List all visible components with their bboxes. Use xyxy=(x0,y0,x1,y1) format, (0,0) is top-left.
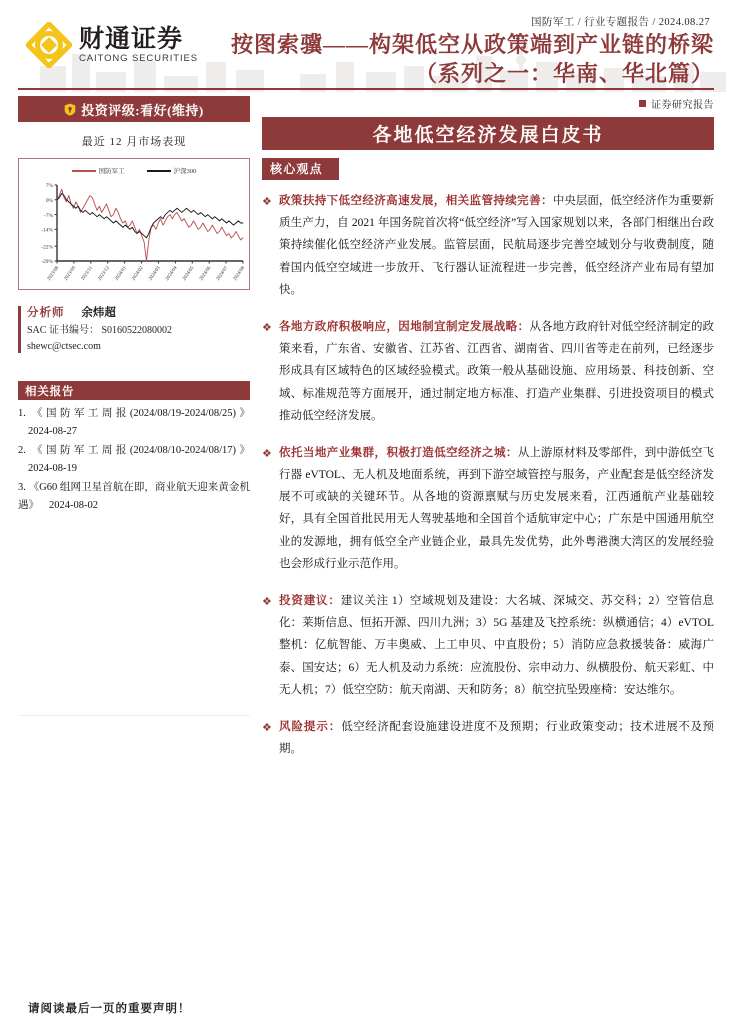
legend-label-1: 沪深300 xyxy=(173,168,197,175)
list-item[interactable] xyxy=(18,405,250,441)
svg-text:-22%: -22% xyxy=(41,244,53,251)
core-viewpoint-header: 核心观点 xyxy=(262,158,339,180)
bullet-lead: 风险提示： xyxy=(279,720,342,733)
header-divider xyxy=(18,88,714,90)
bullet-body: 中央层面，低空经济作为重要新质生产力，自 2021 年国务院首次将“低空经济”写入国家规划以来，各部门相继出台政策持续催化低空经济产业发展。监管层面，民航局逐步完善空域划分与收费制度，随着国内低空空域进一步放开、飞行器认证流程进一步完善，低空经济产业布局有望加快。 xyxy=(279,195,714,296)
related-report-title: 3. 《G60 组网卫星首航在即，商业航天迎来黄金机遇》 xyxy=(18,482,250,512)
bullet-lead: 投资建议： xyxy=(279,595,341,607)
diamond-bullet-icon: ❖ xyxy=(262,596,272,608)
legend-swatch-1 xyxy=(147,170,171,172)
bullet-body: 从上游原材料及零部件，到中游低空飞行器 eVTOL、无人机及地面系统，再到下游空域管控与服务，产业配套是低空经济发展不可或缺的关键环节。从各地的资源禀赋与历史发展来看，江西通航产业基础较好，具有全国首批民用无人驾驶基地和全国首个适航审定中心；广东是中国通用航空业的发源地，拥有低空全产业链企业，最具先发优势，此外粤港澳大湾区的发展经验也会形成行业示范作用。 xyxy=(279,446,715,570)
bullet-item-investment-advice xyxy=(262,590,714,701)
diamond-bullet-icon: ❖ xyxy=(262,196,272,208)
bullet-item-risk-warning xyxy=(262,716,714,760)
svg-text:2024/03: 2024/03 xyxy=(148,265,162,282)
shield-icon xyxy=(64,103,76,116)
related-report-date: 2024-08-27 xyxy=(28,426,77,438)
svg-text:-29%: -29% xyxy=(41,259,53,266)
list-item[interactable] xyxy=(18,442,250,478)
investment-rating-badge xyxy=(18,96,250,122)
svg-text:-7%: -7% xyxy=(44,212,53,219)
related-report-title: 1. 《国防军工周报(2024/08/19-2024/08/25)》 xyxy=(18,408,250,419)
analyst-name-row xyxy=(27,304,250,323)
list-item[interactable] xyxy=(18,479,250,515)
market-performance-label: 最近 12 月市场表现 xyxy=(81,136,187,148)
svg-text:-14%: -14% xyxy=(41,227,53,234)
sidebar-faint-divider xyxy=(18,715,250,716)
diamond-bullet-icon: ❖ xyxy=(262,447,272,460)
svg-text:2024/04: 2024/04 xyxy=(165,265,179,282)
bullet-item xyxy=(262,190,714,301)
svg-text:2024/05: 2024/05 xyxy=(182,265,196,282)
bullet-body: 低空经济配套设施建设进度不及预期；行业政策变动；技术进展不及预期。 xyxy=(279,720,715,756)
main-content xyxy=(262,96,714,775)
logo-text-cn: 财通证券 xyxy=(79,24,184,54)
svg-text:2023/11: 2023/11 xyxy=(80,265,94,282)
svg-text:2024/01: 2024/01 xyxy=(114,265,128,282)
analyst-email[interactable]: shewc@ctsec.com xyxy=(27,340,101,352)
diamond-bullet-icon: ❖ xyxy=(262,321,272,334)
chart-legend xyxy=(19,159,249,175)
svg-text:0%: 0% xyxy=(45,197,53,204)
svg-text:2024/08: 2024/08 xyxy=(232,265,247,282)
research-report-tag xyxy=(262,96,714,111)
logo-text-en: CAITONG SECURITIES xyxy=(79,53,198,65)
related-report-date: 2024-08-19 xyxy=(28,463,77,475)
svg-text:2024/07: 2024/07 xyxy=(215,265,230,282)
related-report-date: 2024-08-02 xyxy=(49,500,98,512)
brand-logo xyxy=(26,22,198,68)
svg-text:2024/06: 2024/06 xyxy=(199,265,213,282)
svg-text:2023/09: 2023/09 xyxy=(63,265,78,282)
header-meta: 国防军工 / 行业专题报告 / 2024.08.27 xyxy=(531,17,710,28)
legend-item-0 xyxy=(72,166,125,175)
svg-text:2023/12: 2023/12 xyxy=(97,265,111,282)
rating-text: 投资评级:看好(维持) xyxy=(81,102,204,118)
diamond-bullet-icon: ❖ xyxy=(262,721,272,734)
headline-line-2: （系列之一：华南、华北篇） xyxy=(414,61,714,87)
bullet-lead: 依托当地产业集群，积极打造低空经济之城： xyxy=(279,446,518,459)
bullet-lead: 各地方政府积极响应，因地制宜制定发展战略： xyxy=(279,320,530,333)
svg-text:7%: 7% xyxy=(45,183,53,190)
bullet-item xyxy=(262,316,714,427)
headline-line-1: 按图索骥——构架低空从政策端到产业链的桥梁 xyxy=(230,32,714,57)
svg-text:2023/08: 2023/08 xyxy=(46,265,61,282)
related-reports-list xyxy=(18,405,250,515)
page-title: 各地低空经济发展白皮书 xyxy=(262,117,714,150)
square-bullet-icon xyxy=(639,100,646,107)
bullet-body: 建议关注 1）空域规划及建设：大名城、深城交、苏交科；2）空管信息化：莱斯信息、恒拓开源、四川九洲；3）5G 基建及飞控系统：纵横通信；4）eVTOL 整机：亿航智能、万丰奥威、上工申贝、中直股份；5）消防应急救援装备：威海广泰、国安达；6）无人机及动力系统：应流股份、宗申动力、纵横股份、航天彩虹、中无人机；7）低空空防：航天南湖、天和防务；8）航空抗坠毁座椅：安达维尔。 xyxy=(279,595,715,696)
analyst-sac-number: SAC 证书编号： S0160522080002 xyxy=(27,324,173,336)
analyst-block xyxy=(18,304,250,355)
page-header xyxy=(0,0,732,92)
legend-label-0: 国防军工 xyxy=(98,168,125,175)
analyst-name: 余炜超 xyxy=(81,307,116,319)
footer-disclaimer: 请阅读最后一页的重要声明！ xyxy=(28,1003,191,1015)
caitong-logo-icon xyxy=(26,22,72,68)
research-tag-text: 证券研究报告 xyxy=(651,100,714,111)
chart-plot-area xyxy=(19,181,247,289)
related-reports-header: 相关报告 xyxy=(18,381,250,400)
legend-item-1 xyxy=(147,166,197,175)
bullet-item xyxy=(262,442,714,575)
bullet-lead: 政策扶持下低空经济高速发展，相关监管持续完善： xyxy=(279,195,553,207)
bullet-body: 从各地方政府针对低空经济制定的政策来看，广东省、安徽省、江苏省、江西省、湖南省、四川省等走在前列，已经逐步形成具有区域特色的区域经验模式。政策一般从基础设施、应用场景、科技创新、空域、标准规范等方面展开，通过制定地方标准、打造产业集群、引进投资项目的模式推动低空经济发展。 xyxy=(279,320,715,422)
report-headline xyxy=(228,30,714,88)
core-viewpoint-bullets xyxy=(262,190,714,760)
legend-swatch-0 xyxy=(72,170,96,172)
market-performance-chart xyxy=(18,158,250,290)
sidebar xyxy=(18,96,250,716)
analyst-label: 分析师 xyxy=(27,307,65,319)
svg-text:2024/02: 2024/02 xyxy=(131,265,145,282)
related-report-title: 2. 《国防军工周报(2024/08/10-2024/08/17)》 xyxy=(18,445,250,457)
